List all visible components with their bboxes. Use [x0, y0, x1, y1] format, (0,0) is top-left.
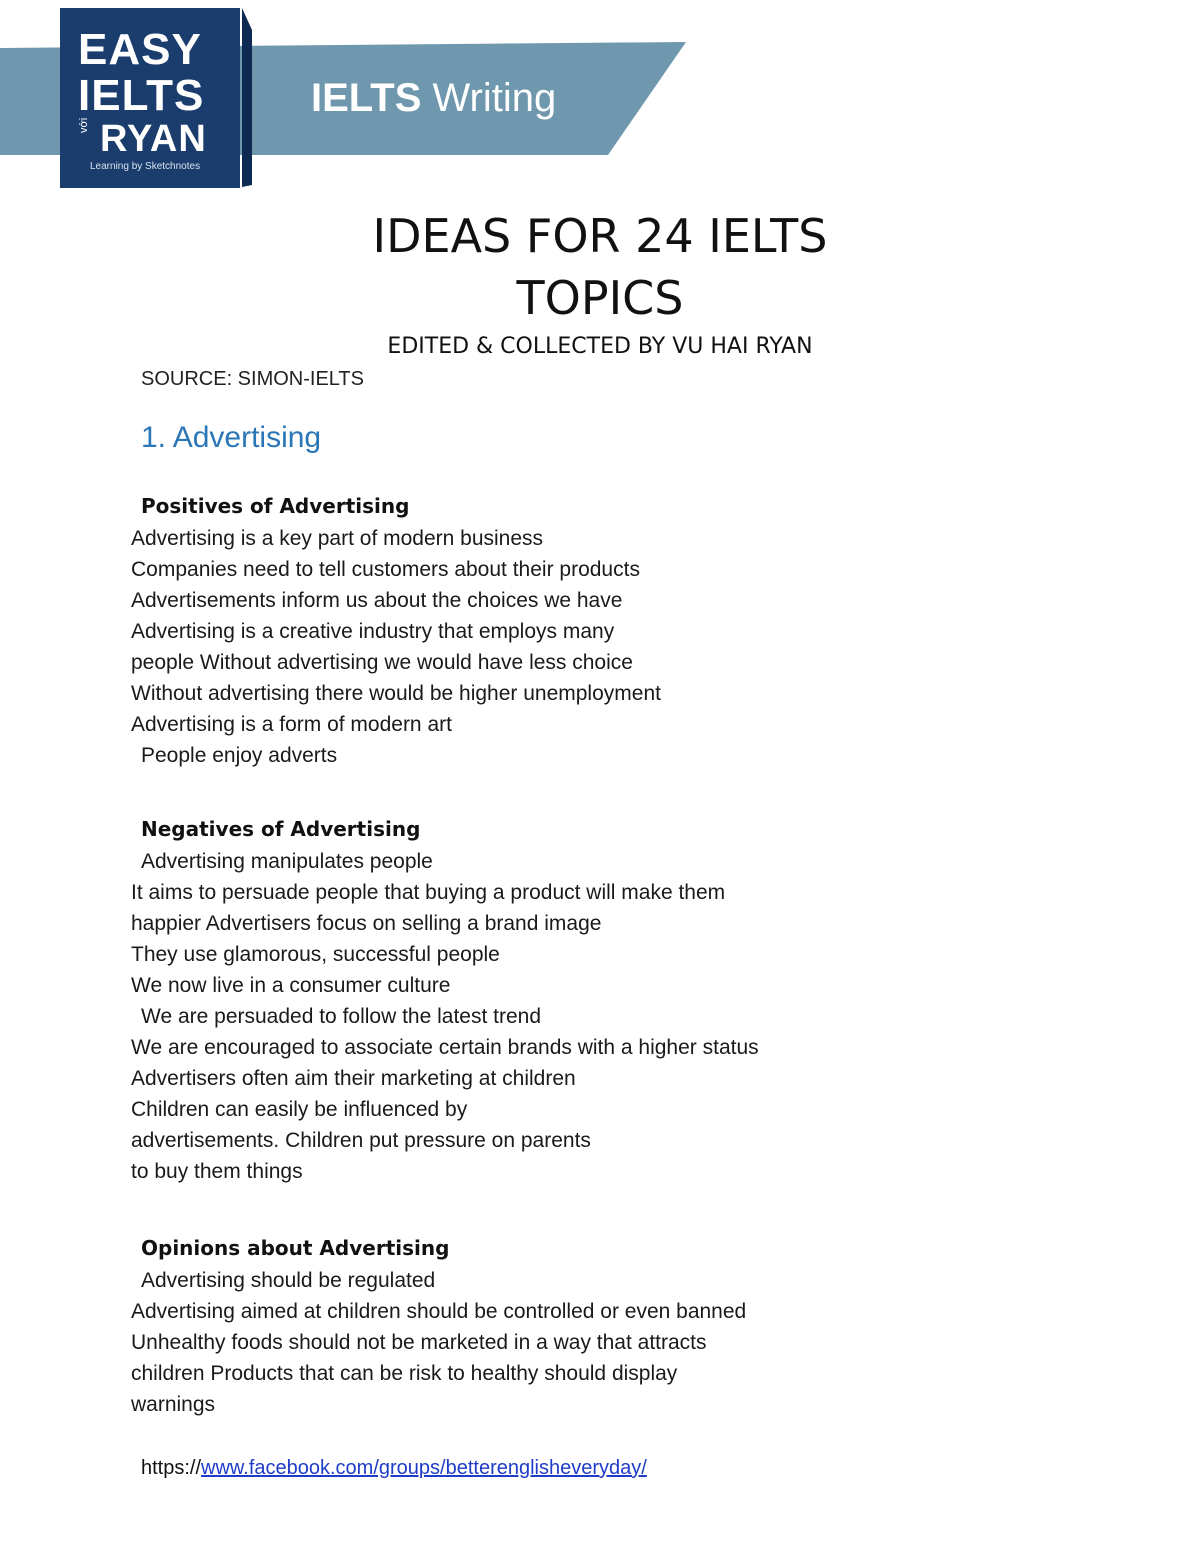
- list-item: Children can easily be influenced by: [131, 1098, 468, 1121]
- list-item: people Without advertising we would have less choice: [131, 651, 633, 674]
- list-item: Advertising manipulates people: [141, 850, 433, 873]
- list-item: Without advertising there would be higher unemployment: [131, 682, 661, 705]
- header-banner: [0, 0, 1200, 200]
- logo-line-easy: EASY: [78, 25, 202, 74]
- list-item: We are encouraged to associate certain brands with a higher status: [131, 1036, 759, 1059]
- document-title-line-2: TOPICS: [516, 271, 684, 325]
- document-subtitle: EDITED & COLLECTED BY VU HAI RYAN: [387, 334, 813, 359]
- list-item: Companies need to tell customers about their products: [131, 558, 640, 581]
- positives-list: [131, 523, 661, 771]
- logo-line-ielts: IELTS: [78, 71, 205, 120]
- document-title-line-1: IDEAS FOR 24 IELTS: [372, 209, 828, 263]
- list-item: warnings: [131, 1393, 216, 1416]
- facebook-group-link[interactable]: www.facebook.com/groups/betterenglisheveryday/: [201, 1457, 647, 1479]
- source-note: SOURCE: SIMON-IELTS: [141, 368, 364, 390]
- logo-line-ryan: RYAN: [100, 118, 207, 160]
- list-item: We are persuaded to follow the latest trend: [141, 1005, 542, 1028]
- list-item: Advertising is a key part of modern business: [131, 527, 544, 550]
- list-item: happier Advertisers focus on selling a brand image: [131, 912, 602, 935]
- negatives-heading: Negatives of Advertising: [141, 817, 421, 841]
- section-label-rest: Writing: [421, 76, 557, 120]
- list-item: Advertising should be regulated: [141, 1269, 436, 1292]
- opinions-heading: Opinions about Advertising: [141, 1236, 450, 1260]
- list-item: People enjoy adverts: [141, 744, 338, 767]
- list-item: Advertisers often aim their marketing at children: [131, 1067, 576, 1090]
- footer-link-line: [141, 1457, 647, 1480]
- section-label: [311, 76, 556, 120]
- negatives-list: [131, 846, 759, 1187]
- logo-small-text: với: [78, 117, 90, 133]
- logo-tagline: Learning by Sketchnotes: [90, 161, 201, 172]
- list-item: It aims to persuade people that buying a product will make them: [131, 881, 726, 904]
- list-item: Unhealthy foods should not be marketed in a way that attracts: [131, 1331, 707, 1354]
- opinions-list: [131, 1265, 746, 1420]
- list-item: to buy them things: [131, 1160, 303, 1183]
- list-item: Advertising is a creative industry that employs many: [131, 620, 615, 643]
- list-item: children Products that can be risk to healthy should display: [131, 1362, 678, 1385]
- positives-heading: Positives of Advertising: [141, 494, 410, 518]
- list-item: We now live in a consumer culture: [131, 974, 451, 997]
- section-heading: 1. Advertising: [141, 421, 322, 454]
- list-item: They use glamorous, successful people: [131, 943, 500, 966]
- list-item: advertisements. Children put pressure on parents: [131, 1129, 591, 1152]
- section-label-bold: IELTS: [311, 76, 422, 120]
- list-item: Advertising aimed at children should be controlled or even banned: [131, 1300, 747, 1323]
- footer-link-prefix: https://: [141, 1457, 202, 1479]
- list-item: Advertising is a form of modern art: [131, 713, 452, 736]
- brand-logo[interactable]: [60, 8, 240, 188]
- list-item: Advertisements inform us about the choices we have: [131, 589, 623, 612]
